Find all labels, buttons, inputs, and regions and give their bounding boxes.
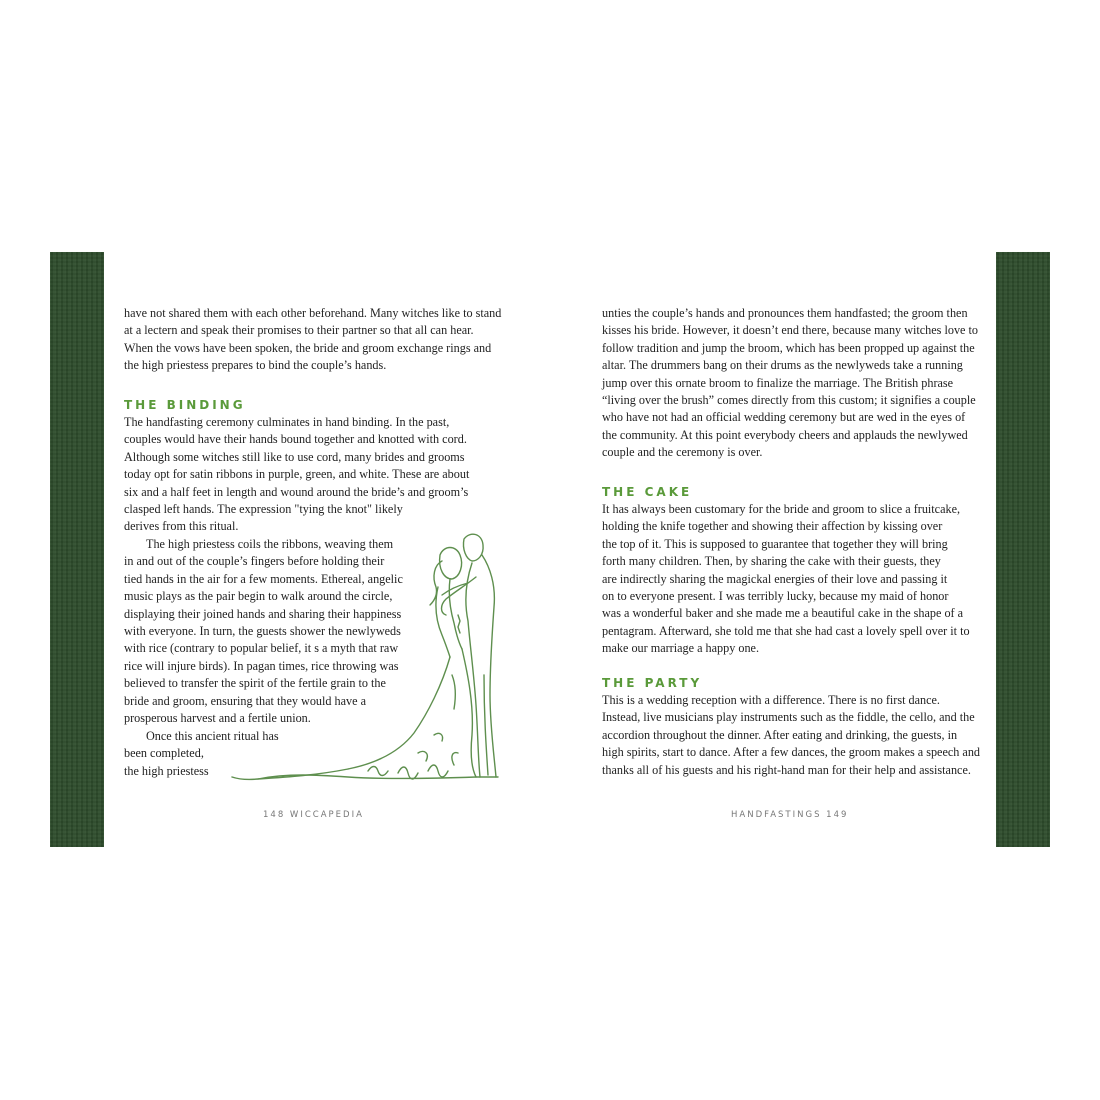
text-line: derives from this ritual. (124, 519, 239, 534)
gown-train (232, 769, 348, 779)
text-line: altar. The drummers bang on their drums as the newlyweds take a running (602, 358, 963, 373)
text-line: with everyone. In turn, the guests shower the newlyweds (124, 624, 401, 639)
text-line: accordion throughout the dinner. After eating and drinking, the guests, in (602, 727, 958, 742)
text-line: holding the knife together and showing their affection by kissing over (602, 519, 943, 534)
cake-paragraph (602, 501, 970, 658)
text-line: with rice (contrary to popular belief, it s a myth that raw (124, 641, 399, 656)
binding-heading: THE BINDING (124, 398, 246, 412)
text-line: the community. At this point everybody cheers and applauds the newlywed (602, 427, 968, 442)
text-line: Once this ancient ritual has (146, 729, 279, 743)
text-line: Although some witches still like to use cord, many brides and grooms (124, 449, 465, 464)
text-line: This is a wedding reception with a difference. There is no first dance. (602, 693, 940, 707)
text-line: forth many children. Then, by sharing the cake with their guests, they (602, 554, 941, 569)
text-line: was a wonderful baker and she made me a beautiful cake in the shape of a (602, 606, 964, 621)
gown-back (348, 657, 450, 769)
text-line: couple and the ceremony is over. (602, 445, 763, 460)
text-line: “living over the brush” comes directly from this custom; it signifies a couple (602, 393, 976, 408)
party-paragraph (602, 692, 980, 779)
text-line: are indirectly sharing the magickal energies of their love and passing it (602, 571, 948, 586)
text-line: music plays as the pair begin to walk around the circle, (124, 589, 393, 604)
text-line: clasped left hands. The expression "tying the knot" likely (124, 502, 403, 517)
text-line: unties the couple’s hands and pronounces them handfasted; the groom then (602, 306, 968, 320)
text-line: at a lectern and speak their promises to their partner so that all can hear. (124, 323, 474, 338)
groom-back (482, 555, 496, 777)
text-line: believed to transfer the spirit of the fertile grain to the (124, 676, 386, 691)
text-line: rice will injure birds). In pagan times, rice throwing was (124, 658, 399, 673)
left-page-edge (50, 252, 104, 847)
groom-head (463, 534, 483, 561)
right-page-edge (996, 252, 1050, 847)
text-line: the top of it. This is supposed to guarantee that together they will bring (602, 536, 948, 551)
right-page-footer: HANDFASTINGS 149 (731, 810, 849, 820)
text-line: couples would have their hands bound together and knotted with cord. (124, 432, 467, 447)
groom-leg (484, 675, 488, 775)
gown-front (462, 649, 476, 777)
text-line: thanks all of his guests and his right-hand man for their help and assistance. (602, 762, 971, 777)
text-line: Instead, live musicians play instruments such as the fiddle, the cello, and the (602, 710, 975, 725)
text-line: who have not had an official wedding ceremony but are wed in the eyes of (602, 410, 966, 425)
text-line: today opt for satin ribbons in purple, green, and white. These are about (124, 467, 470, 482)
bride-head (440, 548, 462, 580)
text-line: kisses his bride. However, it doesn’t end there, because many witches love to (602, 323, 978, 338)
cake-heading: THE CAKE (602, 485, 693, 499)
text-line: jump over this ornate broom to finalize the marriage. The British phrase (602, 375, 954, 390)
binding-paragraph (124, 414, 469, 536)
text-line: tied hands in the air for a few moments. Ethereal, angelic (124, 571, 403, 586)
left-page-intro (124, 305, 501, 375)
text-line: in and out of the couple’s fingers before holding their (124, 554, 385, 569)
embracing-couple-icon (228, 525, 528, 783)
text-line: been completed, (124, 746, 204, 761)
right-page-intro (602, 305, 978, 462)
text-line: The high priestess coils the ribbons, weaving them (146, 537, 394, 551)
text-line: have not shared them with each other beforehand. Many witches like to stand (124, 306, 502, 320)
bride-arm (442, 583, 468, 595)
party-heading: THE PARTY (602, 676, 703, 690)
left-page-footer: 148 WICCAPEDIA (263, 810, 364, 820)
text-line: make our marriage a happy one. (602, 641, 760, 656)
groom-arm (442, 577, 477, 615)
text-line: bride and groom, ensuring that they would have a (124, 693, 366, 708)
text-line: pentagram. Afterward, she told me that she had cast a lovely spell over it to (602, 623, 970, 638)
groom-front (466, 563, 480, 777)
text-line: on to everyone present. I was terribly lucky, because my maid of honor (602, 589, 949, 604)
text-line: the high priestess prepares to bind the couple’s hands. (124, 358, 387, 373)
text-line: the high priestess (124, 763, 209, 778)
text-line: six and a half feet in length and wound around the bride’s and groom’s (124, 484, 469, 499)
text-line: follow tradition and jump the broom, which has been propped up against the (602, 340, 975, 355)
text-line: displaying their joined hands and sharing their happiness (124, 606, 402, 621)
text-line: high spirits, start to dance. After a few dances, the groom makes a speech and (602, 745, 981, 760)
text-line: When the vows have been spoken, the bride and groom exchange rings and (124, 340, 492, 355)
book-spread (50, 252, 1050, 847)
text-line: prosperous harvest and a fertile union. (124, 711, 311, 726)
text-line: The handfasting ceremony culminates in hand binding. In the past, (124, 415, 450, 429)
text-line: It has always been customary for the bride and groom to slice a fruitcake, (602, 502, 961, 516)
